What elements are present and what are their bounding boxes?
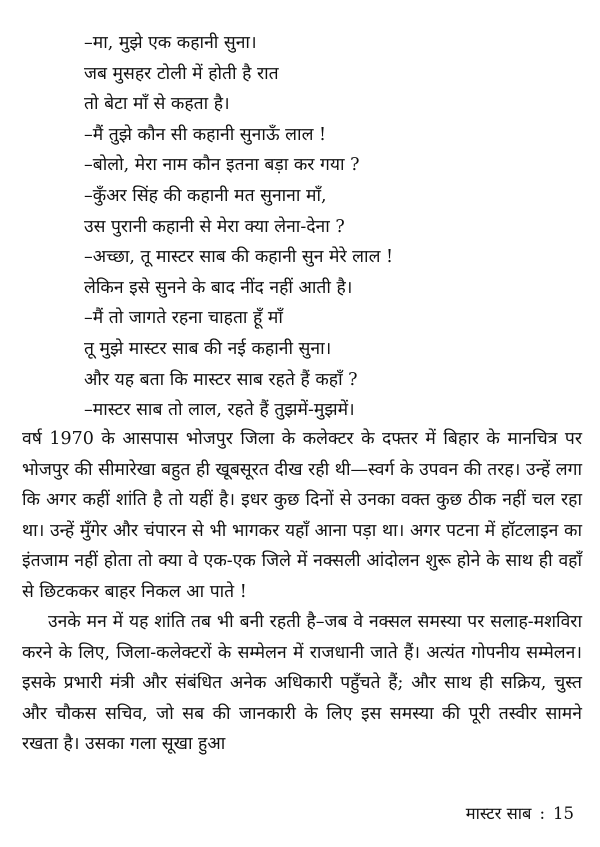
poem-line: लेकिन इसे सुनने के बाद नींद नहीं आती है। [84, 277, 353, 298]
poem-line: –कुँअर सिंह की कहानी मत सुनाना माँ, [84, 185, 327, 206]
poem-line: –मैं तो जागते रहना चाहता हूँ माँ [84, 308, 283, 329]
prose-block [22, 424, 582, 760]
prose-paragraph-2: उनके मन में यह शांति तब भी बनी रहती है–जब वे नक्सल समस्या पर सलाह-मशविरा करने के लिए, जिला-कलेक्टरों के सम्मेलन में राजधानी जाते हैं। अत्यंत गोपनीय सम्मेलन। इसके प्रभारी मंत्री और संबंधित अनेक अधिकारी पहुँचते हैं; और साथ ही सक्रिय, चुस्त और चौकस सचिव, जो सब की जानकारी के लिए इस समस्या की पूरी तस्वीर सामने रखता है। उसका गला सूखा हुआ [22, 612, 582, 754]
page-footer [466, 802, 574, 826]
poem-line: तू मुझे मास्टर साब की नई कहानी सुना। [84, 338, 332, 359]
prose-paragraph-1: वर्ष 1970 के आसपास भोजपुर जिला के कलेक्टर के दफ्तर में बिहार के मानचित्र पर भोजपुर की सीमारेखा बहुत ही खूबसूरत दीख रही थी—स्वर्ग के उपवन की तरह। उन्हें लगा कि अगर कहीं शांति है तो यहीं है। इधर कुछ दिनों से उनका वक्त कुछ ठीक नहीं चल रहा था। उन्हें मुँगेर और चंपारन से भी भागकर यहाँ आना पड़ा था। अगर पटना में हॉटलाइन का इंतजाम नहीं होता तो क्या वे एक-एक जिले में नक्सली आंदोलन शुरू होने के साथ ही वहाँ से छिटककर बाहर निकल आ पाते ! [22, 429, 582, 602]
poem-block [84, 28, 564, 426]
poem-line: तो बेटा माँ से कहता है। [84, 94, 230, 115]
poem-line: –मा, मुझे एक कहानी सुना। [84, 33, 257, 53]
poem-line: –मैं तुझे कौन सी कहानी सुनाऊँ लाल ! [84, 124, 327, 145]
poem-line: –मास्टर साब तो लाल, रहते हैं तुझमें-मुझमें। [84, 400, 355, 421]
poem-line: –अच्छा, तू मास्टर साब की कहानी सुन मेरे लाल ! [84, 247, 394, 268]
poem-line: उस पुरानी कहानी से मेरा क्या लेना-देना ? [84, 216, 345, 237]
page-number: 15 [553, 804, 574, 823]
poem-line: और यह बता कि मास्टर साब रहते हैं कहाँ ? [84, 369, 358, 390]
running-title: मास्टर साब [465, 804, 532, 823]
poem-line: जब मुसहर टोली में होती है रात [84, 63, 279, 84]
footer-separator: : [539, 804, 545, 823]
poem-line: –बोलो, मेरा नाम कौन इतना बड़ा कर गया ? [84, 155, 360, 176]
